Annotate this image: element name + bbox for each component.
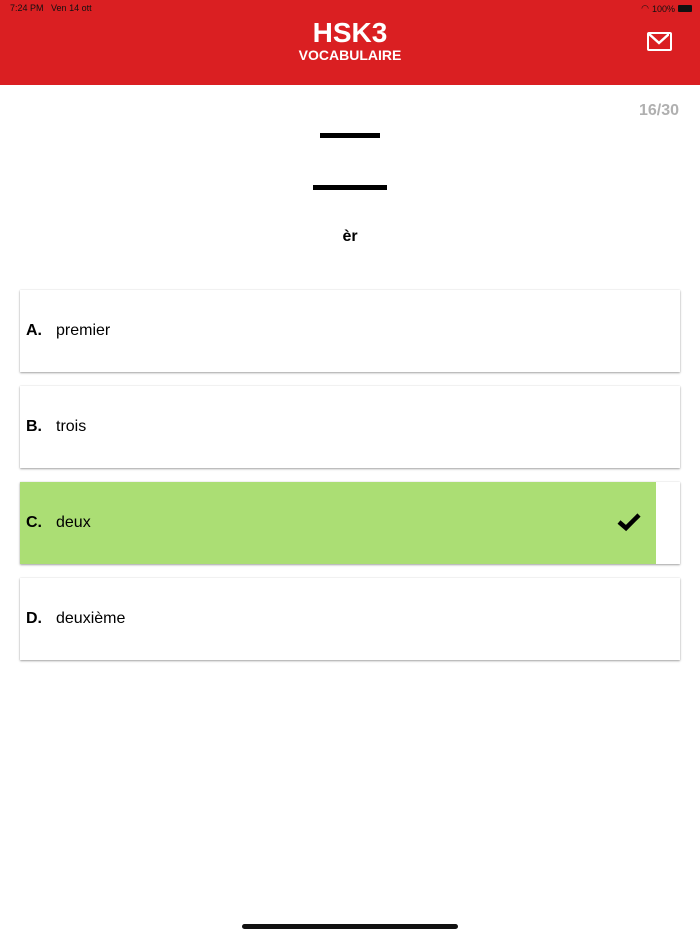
status-time-date: 7:24 PM Ven 14 ott [10,3,92,13]
option-letter: D. [26,610,42,627]
option-a[interactable] [20,290,680,372]
header [0,0,700,85]
app-subtitle: VOCABULAIRE [298,47,402,63]
option-text: deuxième [56,610,126,627]
status-right [641,3,692,14]
option-text: premier [56,322,111,339]
option-letter: B. [26,418,42,435]
app-title: HSK3 [312,17,388,48]
pinyin: èr [342,228,358,245]
battery-level: 100% [651,3,675,14]
hanzi-character [0,118,700,198]
option-letter: A. [26,322,42,339]
battery-icon [678,5,692,12]
correct-highlight [20,482,656,564]
option-text: trois [56,418,87,435]
wifi-icon: ◠ [641,3,649,13]
question-counter: 16/30 [638,102,679,119]
mail-icon[interactable] [647,32,672,51]
option-text: deux [56,514,91,531]
option-letter: C. [26,514,42,531]
option-c[interactable] [20,482,680,564]
checkmark-icon [617,512,641,537]
option-d[interactable] [20,578,680,660]
home-indicator[interactable] [242,924,458,929]
option-b[interactable] [20,386,680,468]
